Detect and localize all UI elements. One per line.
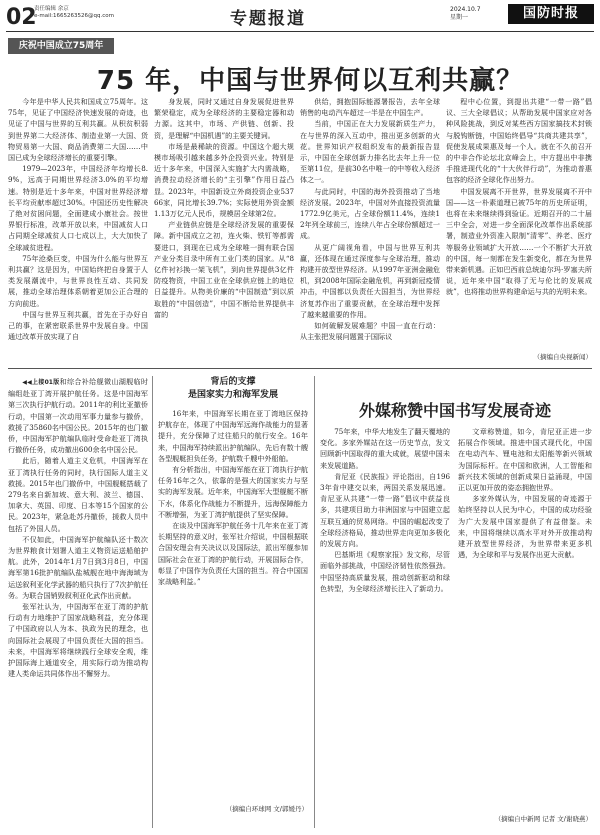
box-body	[158, 408, 308, 800]
editor-line: 责任编辑 余京	[34, 6, 69, 12]
main-article-credit: （摘编自央视新闻）	[533, 353, 592, 361]
anniversary-banner: 庆祝中国成立75周年	[8, 38, 114, 54]
paragraph: 文章称赞道，如今，肯尼亚正进一步拓展合作领域。推进中国式现代化，中国在电动汽车、锂电池和太阳能等新兴领域为国际标杆。在中国和欧洲，人工智能和新兴技术领域的创新成果日益涌现，中国正以更加开放的姿态拥抱世界。	[458, 427, 592, 493]
weekday-line: 星期一	[450, 14, 469, 21]
column-rule	[314, 376, 315, 828]
paragraph: 巴基斯坦《观察家报》发文称，尽管面临外部挑战，中国经济韧性依然强劲。中国坚持高质量发展，推动创新驱动和绿色转型，为全球经济增长注入了新动力。	[320, 550, 450, 593]
paragraph: 肯尼亚《民族报》评论指出，自1963年肯中建交以来，两国关系发展迅速。肯尼亚从共建“一带一路”倡议中获益良多，共建项目助力非洲国家与中国建立起互联互通的贸易网络。中国的崛起改变了全球经济格局，推动世界走向更加多极化的发展方向。	[320, 471, 450, 549]
box-title: 背后的支撑	[210, 377, 256, 387]
paragraph: 从更广阔视角看，中国与世界互利共赢，还体现在通过深度参与全球治理，推动构建开放型世界经济。从1997年亚洲金融危机，到2008年国际金融危机，再到新冠疫情冲击，中国都以负责任大国担当，为世界经济复苏作出了重要贡献，在全球治理中发挥了越来越重要的作用。	[300, 242, 440, 319]
main-article-col3	[300, 96, 440, 362]
main-article-col4	[446, 96, 592, 350]
paragraph-text: 和综合补给舰微山湖舰临时编组赴亚丁湾开展护航任务。这是中国海军第三次执行护航行动。2011年的利比亚撤侨行动，中国第一次动用军事力量参与撤侨，救援了35860名中国公民。2015年的也门撤侨，中国海军护航编队临时受命赴亚丁湾执行撤侨任务，成功撤出600余名中国公民。	[8, 377, 148, 455]
section-title: 专题报道	[230, 9, 306, 29]
issue-date	[450, 6, 481, 22]
column-rule	[152, 376, 153, 828]
paragraph: 身发展，同时又通过自身发展促进世界繁荣稳定，成为全球经济的主要稳定器和动力源。这其中，市场、产供链、创新、投资，是理解“中国机遇”的主要关键词。	[154, 97, 294, 140]
paragraph: 16年来，中国海军长期在亚丁湾地区保持护航存在，体现了中国海军远海作战能力的显著提升，充分保障了过往船只的航行安全。16年来，中国海军持续派出护航编队，先后有数十艘各型舰艇担负任务，护航数千艘中外船舶。	[158, 409, 308, 463]
main-article-col2	[154, 96, 294, 362]
main-article-col1	[8, 96, 148, 362]
paragraph: 当前，中国正在大力发展新质生产力，在与世界的深入互动中，推出更多创新的火花。世界知识产权组织发布的最新报告显示，中国在全球创新力排名比去年上升一位至第11位，是前30名中唯一的中等收入经济体之一。	[300, 119, 440, 185]
box-credit: （摘编自环球网 文/郭媛丹）	[225, 805, 308, 813]
box-subtitle: 是国家实力和海军发展	[187, 390, 278, 400]
editor-info	[34, 6, 114, 20]
paragraph: 程中心位置，到提出共建“一带一路”倡议、三大全球倡议；从帮助发展中国家应对各种风险挑战，到反对某些西方国家搞技术封锁与脱钩断链，中国始终倡导“共商共建共享”，促使发展成果惠及每一个人。就在不久前召开的中非合作论坛北京峰会上，中方提出中非携手推进现代化的“十大伙伴行动”，为推动普惠包容的经济全球化作出努力。	[446, 97, 592, 185]
page-header	[0, 0, 600, 34]
paragraph: 有分析指出，中国海军能在亚丁湾执行护航任务16年之久，依靠的是强大的国家实力与坚实的海军发展。近年来，中国海军大型舰艇不断下水，体系化作战能力不断提升，远海保障能力不断增强，为亚丁湾护航提供了坚实保障。	[158, 465, 308, 519]
section-divider	[8, 368, 592, 369]
paragraph: 中国发展离不开世界，世界发展离不开中国——这一朴素道理已被75年的历史所证明，也将在未来继续得到验证。近期召开的二十届三中全会，对进一步全面深化改革作出系统部署，制造业外资准入限制“清零”、养老、医疗等服务业领域扩大开放……一个不断扩大开放的中国，每一刻都在发生新变化，都在为世界带来新机遇。正如巴西前总统迪尔玛·罗塞夫所说，近年来中国“取得了无与伦比的发展成就”，也将推动世界构建命运与共的光明未来。	[446, 186, 592, 297]
paragraph: 75年沧桑巨变，中国为什么能与世界互利共赢？这是因为，中国始终把自身置于人类发展潮流中，与世界良性互动、共同发展，推动全球治理体系朝着更加公正合理的方向前进。	[8, 253, 148, 308]
page-number: 02	[6, 5, 37, 30]
paragraph: 此后，随着人道主义危机，中国海军在亚丁湾执行任务的同时，执行国际人道主义救援。2015年也门撤侨中，中国舰艇搭载了279名来自新加坡、意大利、波兰、德国、加拿大、英国、印度、日本等15个国家的公民。2023年，紧急赴苏丹撤侨，援救人员中包括了外国人员。	[8, 456, 148, 533]
date-line: 2024.10.7	[450, 6, 481, 13]
article2-col2	[458, 426, 592, 810]
paragraph: 在谈及中国海军护航任务十几年来在亚丁湾长期坚持的意义时，张军社介绍说，中国根据联合国安理会有关决议以及国际法，派出军舰参加国际社会在亚丁湾的护航行动，开展国际合作，彰显了中国作为负责任大国的担当。符合中国国家战略利益。”	[158, 521, 308, 587]
paragraph: 与此同时，中国的海外投资推动了当地经济发展。2023年，中国对外直接投资流量1772.9亿美元，占全球份额11.4%，连续12年列全球前三，连续八年占全球份额超过一成。	[300, 186, 440, 241]
article2-title: 外媒称赞中国书写发展奇迹	[358, 401, 551, 420]
continued-tag: ◀◀上接01版	[22, 379, 60, 386]
paragraph: 不仅如此，中国海军护航编队还十数次为世界粮食计划署人道主义物资运送船舶护航。此外，2014年1月7日到3月8日，中国海军第16批护航编队盐城舰在地中海海域为运送叙利亚化学武器的船只执行了7次护航任务。为联合国销毁叙利亚化武作出贡献。	[8, 534, 148, 600]
newspaper-logo: 国防时报	[508, 4, 594, 24]
paragraph: 中国与世界互利共赢，首先在于办好自己的事，在紧密联系世界中发展自身。中国通过改革开放实现了自	[8, 309, 148, 342]
paragraph	[8, 376, 148, 455]
header-rule	[6, 31, 594, 32]
article2-col1	[320, 426, 450, 826]
sidebar-box	[158, 376, 308, 828]
paragraph: 75年来，中华大地发生了翻天覆地的变化。多家外媒站在这一历史节点，发文回顾新中国取得的重大成就，展望中国未来发展道路。	[320, 427, 450, 470]
paragraph: 供给，拥抱国际能源署报告，去年全球销售的电动汽车超过一半是在中国生产。	[300, 97, 440, 118]
article2-credit: （摘编自中新网 记者 文/谢晓燕）	[494, 815, 592, 823]
paragraph: 市场是最稀缺的资源。中国这个超大规模市场吸引越来越多外企投资兴业。特别是近十多年来，中国深入实施扩大内需战略，消费拉动经济增长的“主引擎”作用日益凸显。2023年，中国新设立外商投资企业53766家，同比增长39.7%；实际使用外资金额1.13万亿元人民币，规模居全球第2位。	[154, 141, 294, 219]
paragraph: 今年是中华人民共和国成立75周年。这75年，见证了中国经济快速发展的奇迹，也见证了中国与世界的互利共赢。从积贫积弱到世界第二大经济体、制造业第一大国、货物贸易第一大国、商品消费第二大国……中国已成为全球经济增长的重要引擎。	[8, 97, 148, 163]
paragraph: 产业链供应链是全球经济发展的重要保障。新中国成立之初，连火柴、铁钉等都需要进口，到现在已成为全球唯一拥有联合国产业分类目录中所有工业门类的国家。从“8亿件衬衫换一架飞机”，到向世界提供3亿件防疫物资，中国工业在全球供应链上的地位日益提升。从物美价廉的“中国制造”到以质取胜的“中国创造”，中国不断给世界提供丰富的	[154, 220, 294, 319]
paragraph: 张军社认为，中国海军在亚丁湾的护航行动有力地维护了国家战略利益，充分体现了中国政府以人为本、执政为民的理念，也向国际社会展现了中国负责任大国的担当。未来，中国海军将继续践行全球安全观，维护国际海上通道安全，用实际行动为推动构建人类命运共同体作出不懈努力。	[8, 602, 148, 679]
main-headline: 75 年，中国与世界何以互利共赢？	[96, 66, 524, 96]
continued-article	[8, 376, 148, 828]
editor-email: e-mail:1665263526@qq.com	[34, 13, 114, 19]
paragraph: 多家外媒认为，中国发展的奇迹源于始终坚持以人民为中心，中国的成功经验为广大发展中国家提供了有益借鉴。未来，中国将继续以高水平对外开放推动构建开放型世界经济，为世界带来更多机遇，为全球和平与发展作出更大贡献。	[458, 494, 592, 560]
paragraph: 如何破解发展难题？中国一直在行动：从主张把发展问题置于国际议	[300, 321, 440, 342]
paragraph: 1979—2023年，中国经济年均增长8.9%，远高于同期世界经济3.0%的平均增速。特别是近十多年来，中国对世界经济增长平均贡献率超过30%。中国还历史性解决了绝对贫困问题，全面建成小康社会。按世界银行标准，改革开放以来，中国减贫人口占同期全球减贫人口七成以上，大大加快了全球减贫进程。	[8, 164, 148, 252]
